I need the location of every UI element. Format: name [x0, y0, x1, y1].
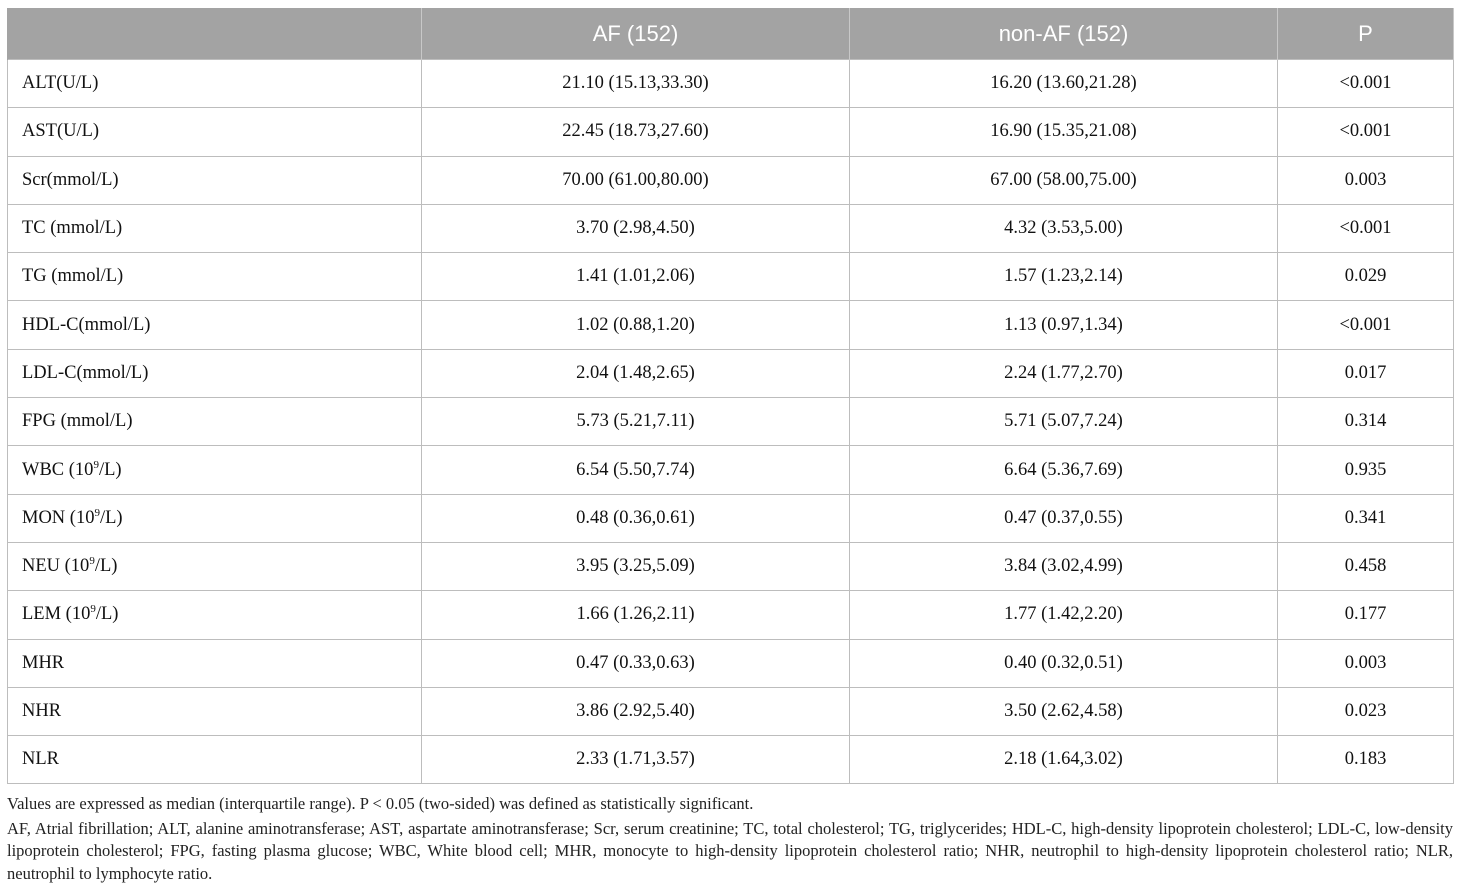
non-af-value: 4.32 (3.53,5.00)	[850, 204, 1278, 252]
p-value: 0.003	[1278, 156, 1454, 204]
non-af-value: 3.50 (2.62,4.58)	[850, 687, 1278, 735]
row-label: Scr(mmol/L)	[8, 156, 422, 204]
non-af-value: 16.20 (13.60,21.28)	[850, 60, 1278, 108]
af-value: 70.00 (61.00,80.00)	[422, 156, 850, 204]
af-value: 2.04 (1.48,2.65)	[422, 349, 850, 397]
af-value: 1.41 (1.01,2.06)	[422, 253, 850, 301]
af-value: 0.48 (0.36,0.61)	[422, 494, 850, 542]
table-row	[8, 639, 1454, 687]
af-value: 1.02 (0.88,1.20)	[422, 301, 850, 349]
af-value: 1.66 (1.26,2.11)	[422, 591, 850, 639]
non-af-value: 1.57 (1.23,2.14)	[850, 253, 1278, 301]
p-value: 0.183	[1278, 736, 1454, 784]
non-af-value: 5.71 (5.07,7.24)	[850, 398, 1278, 446]
row-label-exponent: 9	[94, 506, 100, 519]
row-label-exponent: 9	[90, 603, 96, 616]
table-row	[8, 349, 1454, 397]
header-af: AF (152)	[422, 8, 850, 60]
non-af-value: 6.64 (5.36,7.69)	[850, 446, 1278, 494]
row-label: AST(U/L)	[8, 108, 422, 156]
table-row	[8, 494, 1454, 542]
row-label-unit: /L)	[95, 604, 119, 625]
af-value: 22.45 (18.73,27.60)	[422, 108, 850, 156]
af-value: 21.10 (15.13,33.30)	[422, 60, 850, 108]
non-af-value: 1.77 (1.42,2.20)	[850, 591, 1278, 639]
p-value: <0.001	[1278, 108, 1454, 156]
p-value: 0.935	[1278, 446, 1454, 494]
row-label-unit: /L)	[99, 507, 123, 528]
p-value: 0.029	[1278, 253, 1454, 301]
p-value: 0.341	[1278, 494, 1454, 542]
row-label-text: MON (10	[22, 507, 95, 528]
row-label	[8, 494, 422, 542]
header-variable	[8, 8, 422, 60]
af-value: 5.73 (5.21,7.11)	[422, 398, 850, 446]
values-note: Values are expressed as median (interquartile range). P < 0.05 (two-sided) was defined as statistically significant.	[7, 794, 754, 814]
table-row	[8, 446, 1454, 494]
header-p: P	[1278, 8, 1454, 60]
p-value: <0.001	[1278, 60, 1454, 108]
table-row	[8, 204, 1454, 252]
af-value: 0.47 (0.33,0.63)	[422, 639, 850, 687]
p-value: <0.001	[1278, 301, 1454, 349]
row-label: TG (mmol/L)	[8, 253, 422, 301]
af-value: 3.70 (2.98,4.50)	[422, 204, 850, 252]
table-body	[8, 60, 1454, 784]
row-label-exponent: 9	[89, 554, 95, 567]
table-row	[8, 60, 1454, 108]
non-af-value: 16.90 (15.35,21.08)	[850, 108, 1278, 156]
table-row	[8, 687, 1454, 735]
row-label-unit: /L)	[98, 459, 122, 480]
row-label: MHR	[8, 639, 422, 687]
table-row	[8, 156, 1454, 204]
row-label-exponent: 9	[93, 458, 99, 471]
row-label	[8, 446, 422, 494]
non-af-value: 3.84 (3.02,4.99)	[850, 542, 1278, 590]
row-label-text: LEM (10	[22, 604, 91, 625]
table-row	[8, 398, 1454, 446]
non-af-value: 2.18 (1.64,3.02)	[850, 736, 1278, 784]
table-footnotes	[7, 793, 1453, 885]
row-label: LDL-C(mmol/L)	[8, 349, 422, 397]
row-label-text: WBC (10	[22, 459, 94, 480]
non-af-value: 2.24 (1.77,2.70)	[850, 349, 1278, 397]
non-af-value: 0.40 (0.32,0.51)	[850, 639, 1278, 687]
p-value: 0.023	[1278, 687, 1454, 735]
af-value: 6.54 (5.50,7.74)	[422, 446, 850, 494]
table-header	[8, 8, 1454, 60]
abbreviations-note: AF, Atrial fibrillation; ALT, alanine aminotransferase; AST, aspartate aminotransferase; Scr, serum creatinine; TC, total cholesterol; TG, triglycerides; HDL-C, high-density lipoprotein cholesterol; LDL-C, low-density lipoprotein cholesterol; FPG, fasting plasma glucose; WBC, White blood cell; MHR, monocyte to high-density lipoprotein cholesterol ratio; NHR, neutrophil to high-density lipoprotein cholesterol ratio; NLR, neutrophil to lymphocyte ratio.	[7, 818, 1453, 883]
row-label	[8, 591, 422, 639]
row-label: NLR	[8, 736, 422, 784]
lab-results-table	[7, 8, 1454, 784]
row-label: HDL-C(mmol/L)	[8, 301, 422, 349]
header-row	[8, 8, 1454, 60]
table-container	[7, 8, 1453, 887]
table-row	[8, 736, 1454, 784]
row-label: ALT(U/L)	[8, 60, 422, 108]
af-value: 3.95 (3.25,5.09)	[422, 542, 850, 590]
row-label-text: NEU (10	[22, 556, 90, 577]
p-value: 0.177	[1278, 591, 1454, 639]
af-value: 2.33 (1.71,3.57)	[422, 736, 850, 784]
table-row	[8, 108, 1454, 156]
p-value: <0.001	[1278, 204, 1454, 252]
row-label-unit: /L)	[94, 556, 118, 577]
p-value: 0.003	[1278, 639, 1454, 687]
header-non-af: non-AF (152)	[850, 8, 1278, 60]
p-value: 0.458	[1278, 542, 1454, 590]
table-row	[8, 542, 1454, 590]
table-row	[8, 301, 1454, 349]
non-af-value: 67.00 (58.00,75.00)	[850, 156, 1278, 204]
row-label: TC (mmol/L)	[8, 204, 422, 252]
p-value: 0.017	[1278, 349, 1454, 397]
row-label: FPG (mmol/L)	[8, 398, 422, 446]
non-af-value: 1.13 (0.97,1.34)	[850, 301, 1278, 349]
non-af-value: 0.47 (0.37,0.55)	[850, 494, 1278, 542]
row-label	[8, 542, 422, 590]
p-value: 0.314	[1278, 398, 1454, 446]
af-value: 3.86 (2.92,5.40)	[422, 687, 850, 735]
row-label: NHR	[8, 687, 422, 735]
table-row	[8, 591, 1454, 639]
table-row	[8, 253, 1454, 301]
